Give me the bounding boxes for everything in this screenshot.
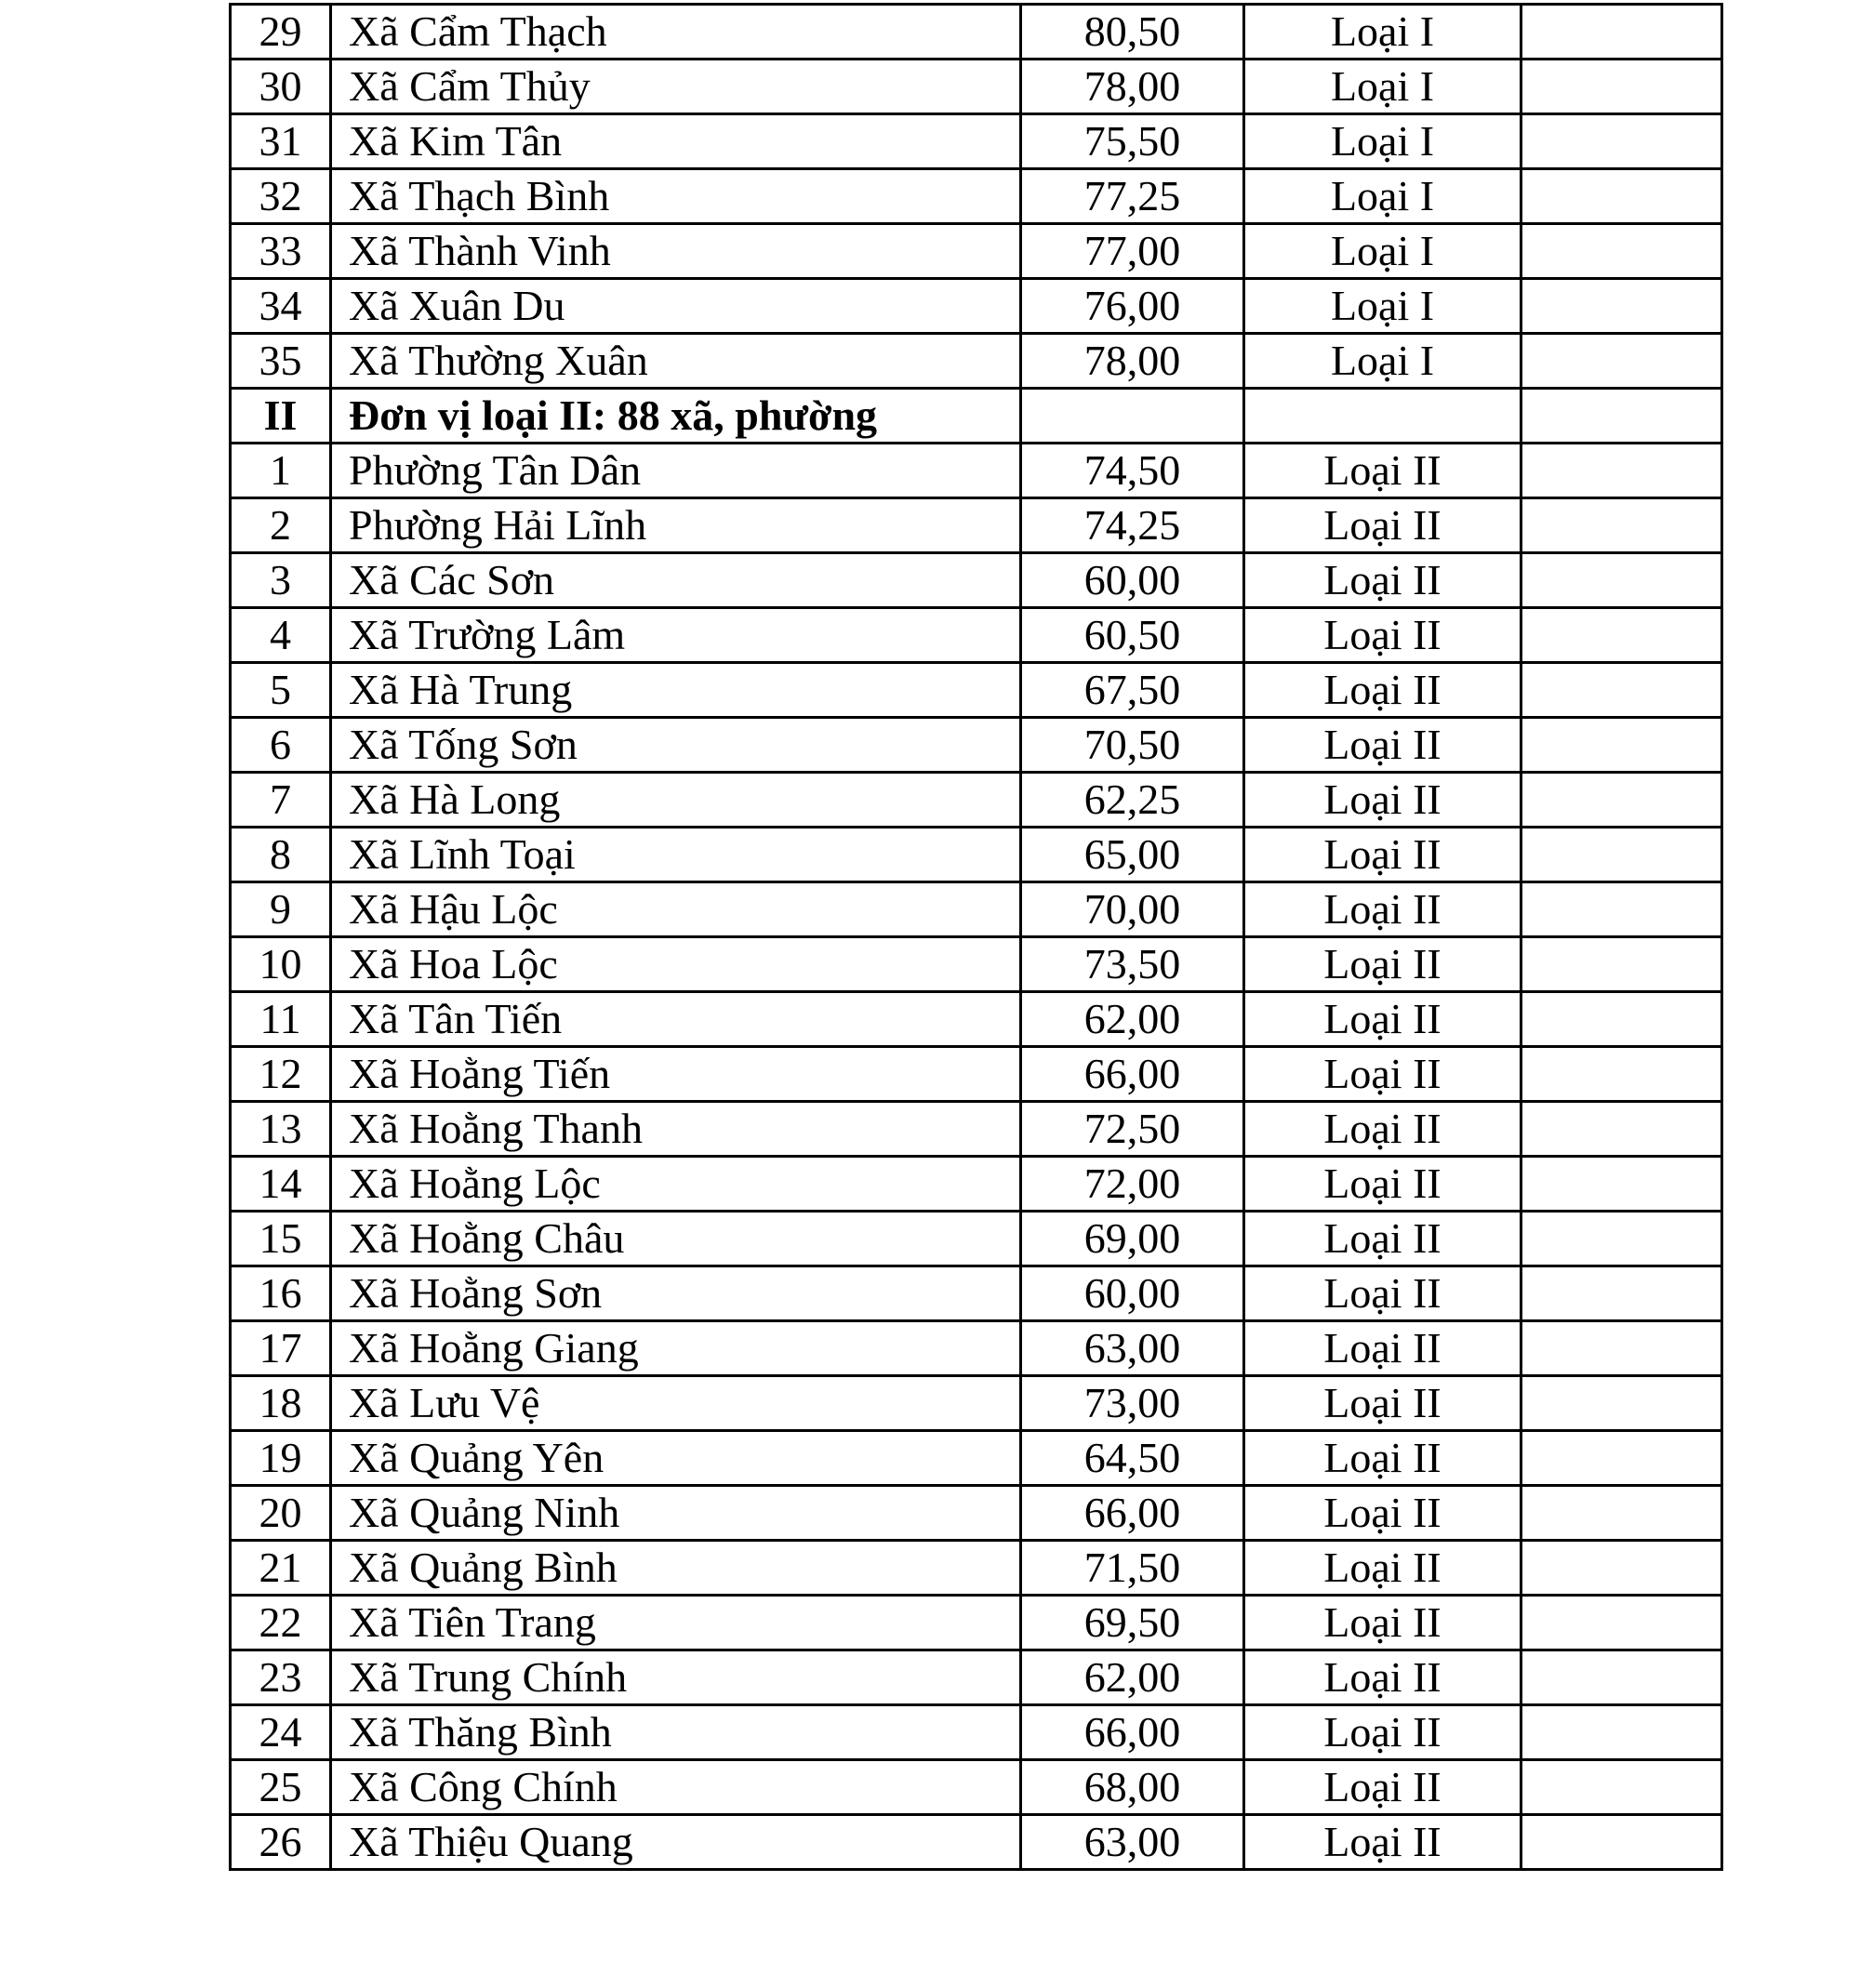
- score-value: 78,00: [1021, 60, 1244, 114]
- classification: Loại II: [1244, 1212, 1521, 1266]
- row-number: 23: [231, 1650, 331, 1705]
- classification: Loại II: [1244, 553, 1521, 608]
- note-cell: [1521, 498, 1722, 553]
- table-row: [231, 60, 1722, 114]
- classification: Loại II: [1244, 1705, 1521, 1760]
- classification: Loại II: [1244, 498, 1521, 553]
- note-cell: [1521, 1760, 1722, 1815]
- note-cell: [1521, 1650, 1722, 1705]
- classification: Loại I: [1244, 114, 1521, 169]
- score-value: 73,00: [1021, 1376, 1244, 1431]
- score-empty-cell: [1021, 389, 1244, 444]
- row-number: 1: [231, 444, 331, 498]
- unit-name: Xã Tống Sơn: [331, 718, 1021, 773]
- unit-name: Xã Thường Xuân: [331, 334, 1021, 389]
- classification: Loại II: [1244, 444, 1521, 498]
- table-body: [231, 5, 1722, 1870]
- table-row: [231, 553, 1722, 608]
- classification: Loại II: [1244, 1266, 1521, 1321]
- row-number: 34: [231, 279, 331, 334]
- classification: Loại II: [1244, 1047, 1521, 1102]
- score-value: 74,50: [1021, 444, 1244, 498]
- unit-name: Xã Các Sơn: [331, 553, 1021, 608]
- note-cell: [1521, 773, 1722, 828]
- table-row: [231, 1705, 1722, 1760]
- score-value: 80,50: [1021, 5, 1244, 60]
- note-cell: [1521, 992, 1722, 1047]
- unit-name: Xã Quảng Ninh: [331, 1486, 1021, 1541]
- classification: Loại II: [1244, 718, 1521, 773]
- unit-name: Xã Cẩm Thạch: [331, 5, 1021, 60]
- unit-name: Xã Quảng Bình: [331, 1541, 1021, 1596]
- table-row: [231, 1321, 1722, 1376]
- note-cell: [1521, 169, 1722, 224]
- score-value: 77,00: [1021, 224, 1244, 279]
- row-number: 6: [231, 718, 331, 773]
- table-row: [231, 663, 1722, 718]
- unit-name: Xã Hoằng Châu: [331, 1212, 1021, 1266]
- unit-name: Xã Trường Lâm: [331, 608, 1021, 663]
- classification: Loại II: [1244, 1321, 1521, 1376]
- unit-name: Xã Quảng Yên: [331, 1431, 1021, 1486]
- score-value: 67,50: [1021, 663, 1244, 718]
- classification: Loại II: [1244, 1541, 1521, 1596]
- row-number: 17: [231, 1321, 331, 1376]
- unit-name: Xã Tiên Trang: [331, 1596, 1021, 1650]
- row-number: 9: [231, 882, 331, 937]
- table-row: [231, 1596, 1722, 1650]
- score-value: 75,50: [1021, 114, 1244, 169]
- note-cell: [1521, 334, 1722, 389]
- score-value: 73,50: [1021, 937, 1244, 992]
- table-row: [231, 1541, 1722, 1596]
- row-number: 4: [231, 608, 331, 663]
- table-row: [231, 718, 1722, 773]
- row-number: 29: [231, 5, 331, 60]
- unit-name: Xã Thăng Bình: [331, 1705, 1021, 1760]
- note-cell: [1521, 1376, 1722, 1431]
- score-value: 72,00: [1021, 1157, 1244, 1212]
- row-number: 18: [231, 1376, 331, 1431]
- note-cell: [1521, 1431, 1722, 1486]
- table-row: [231, 1376, 1722, 1431]
- note-cell: [1521, 1541, 1722, 1596]
- note-cell: [1521, 444, 1722, 498]
- unit-name: Xã Thành Vinh: [331, 224, 1021, 279]
- score-value: 76,00: [1021, 279, 1244, 334]
- classification: Loại II: [1244, 1760, 1521, 1815]
- classification: Loại II: [1244, 663, 1521, 718]
- note-cell: [1521, 224, 1722, 279]
- table-row: [231, 1266, 1722, 1321]
- ranking-table: [229, 3, 1723, 1871]
- classification: Loại II: [1244, 1376, 1521, 1431]
- row-number: 22: [231, 1596, 331, 1650]
- row-number: 7: [231, 773, 331, 828]
- score-value: 71,50: [1021, 1541, 1244, 1596]
- row-number: 21: [231, 1541, 331, 1596]
- score-value: 60,00: [1021, 1266, 1244, 1321]
- row-number: 12: [231, 1047, 331, 1102]
- row-number: 32: [231, 169, 331, 224]
- note-cell: [1521, 828, 1722, 882]
- note-cell: [1521, 389, 1722, 444]
- unit-name: Xã Hậu Lộc: [331, 882, 1021, 937]
- note-cell: [1521, 1157, 1722, 1212]
- score-value: 62,00: [1021, 992, 1244, 1047]
- row-number: 10: [231, 937, 331, 992]
- table-row: [231, 608, 1722, 663]
- note-cell: [1521, 1596, 1722, 1650]
- score-value: 68,00: [1021, 1760, 1244, 1815]
- classification: Loại II: [1244, 1102, 1521, 1157]
- note-cell: [1521, 1815, 1722, 1870]
- unit-name: Xã Hoằng Tiến: [331, 1047, 1021, 1102]
- score-value: 66,00: [1021, 1705, 1244, 1760]
- row-number: 15: [231, 1212, 331, 1266]
- score-value: 64,50: [1021, 1431, 1244, 1486]
- table-row: [231, 169, 1722, 224]
- row-number: 26: [231, 1815, 331, 1870]
- unit-name: Xã Hà Long: [331, 773, 1021, 828]
- section-number: II: [231, 389, 331, 444]
- note-cell: [1521, 1321, 1722, 1376]
- table-row: [231, 5, 1722, 60]
- table-row: [231, 1760, 1722, 1815]
- table-row: [231, 1157, 1722, 1212]
- section-header-row: [231, 389, 1722, 444]
- unit-name: Xã Lĩnh Toại: [331, 828, 1021, 882]
- note-cell: [1521, 1212, 1722, 1266]
- classification: Loại II: [1244, 937, 1521, 992]
- unit-name: Xã Hà Trung: [331, 663, 1021, 718]
- table-row: [231, 1486, 1722, 1541]
- note-cell: [1521, 1102, 1722, 1157]
- classification: Loại II: [1244, 1650, 1521, 1705]
- table-row: [231, 992, 1722, 1047]
- classification-empty-cell: [1244, 389, 1521, 444]
- table-row: [231, 1047, 1722, 1102]
- score-value: 63,00: [1021, 1815, 1244, 1870]
- row-number: 25: [231, 1760, 331, 1815]
- table-row: [231, 1431, 1722, 1486]
- table-row: [231, 498, 1722, 553]
- score-value: 62,25: [1021, 773, 1244, 828]
- note-cell: [1521, 1705, 1722, 1760]
- classification: Loại II: [1244, 1815, 1521, 1870]
- table-row: [231, 224, 1722, 279]
- unit-name: Xã Xuân Du: [331, 279, 1021, 334]
- table-row: [231, 1815, 1722, 1870]
- unit-name: Xã Thạch Bình: [331, 169, 1021, 224]
- unit-name: Xã Lưu Vệ: [331, 1376, 1021, 1431]
- note-cell: [1521, 663, 1722, 718]
- table-row: [231, 334, 1722, 389]
- row-number: 14: [231, 1157, 331, 1212]
- unit-name: Xã Hoa Lộc: [331, 937, 1021, 992]
- classification: Loại I: [1244, 5, 1521, 60]
- note-cell: [1521, 882, 1722, 937]
- classification: Loại II: [1244, 1431, 1521, 1486]
- note-cell: [1521, 1266, 1722, 1321]
- row-number: 35: [231, 334, 331, 389]
- score-value: 77,25: [1021, 169, 1244, 224]
- score-value: 78,00: [1021, 334, 1244, 389]
- unit-name: Xã Hoằng Sơn: [331, 1266, 1021, 1321]
- unit-name: Xã Công Chính: [331, 1760, 1021, 1815]
- classification: Loại II: [1244, 882, 1521, 937]
- row-number: 31: [231, 114, 331, 169]
- score-value: 69,00: [1021, 1212, 1244, 1266]
- note-cell: [1521, 718, 1722, 773]
- classification: Loại II: [1244, 828, 1521, 882]
- table-row: [231, 114, 1722, 169]
- score-value: 74,25: [1021, 498, 1244, 553]
- table-row: [231, 937, 1722, 992]
- note-cell: [1521, 60, 1722, 114]
- row-number: 13: [231, 1102, 331, 1157]
- score-value: 69,50: [1021, 1596, 1244, 1650]
- unit-name: Xã Hoằng Thanh: [331, 1102, 1021, 1157]
- classification: Loại I: [1244, 334, 1521, 389]
- row-number: 30: [231, 60, 331, 114]
- table-row: [231, 279, 1722, 334]
- unit-name: Xã Trung Chính: [331, 1650, 1021, 1705]
- table-row: [231, 1212, 1722, 1266]
- classification: Loại I: [1244, 279, 1521, 334]
- table-row: [231, 1650, 1722, 1705]
- score-value: 60,50: [1021, 608, 1244, 663]
- table-row: [231, 828, 1722, 882]
- row-number: 2: [231, 498, 331, 553]
- classification: Loại I: [1244, 169, 1521, 224]
- score-value: 65,00: [1021, 828, 1244, 882]
- note-cell: [1521, 114, 1722, 169]
- section-title: Đơn vị loại II: 88 xã, phường: [331, 389, 1021, 444]
- table-row: [231, 773, 1722, 828]
- row-number: 33: [231, 224, 331, 279]
- classification: Loại I: [1244, 224, 1521, 279]
- note-cell: [1521, 553, 1722, 608]
- classification: Loại I: [1244, 60, 1521, 114]
- note-cell: [1521, 279, 1722, 334]
- row-number: 11: [231, 992, 331, 1047]
- note-cell: [1521, 1047, 1722, 1102]
- classification: Loại II: [1244, 1596, 1521, 1650]
- classification: Loại II: [1244, 992, 1521, 1047]
- unit-name: Phường Tân Dân: [331, 444, 1021, 498]
- score-value: 63,00: [1021, 1321, 1244, 1376]
- note-cell: [1521, 1486, 1722, 1541]
- row-number: 5: [231, 663, 331, 718]
- classification: Loại II: [1244, 608, 1521, 663]
- score-value: 66,00: [1021, 1486, 1244, 1541]
- note-cell: [1521, 608, 1722, 663]
- classification: Loại II: [1244, 1486, 1521, 1541]
- score-value: 66,00: [1021, 1047, 1244, 1102]
- classification: Loại II: [1244, 1157, 1521, 1212]
- unit-name: Phường Hải Lĩnh: [331, 498, 1021, 553]
- row-number: 16: [231, 1266, 331, 1321]
- row-number: 20: [231, 1486, 331, 1541]
- row-number: 3: [231, 553, 331, 608]
- unit-name: Xã Hoằng Giang: [331, 1321, 1021, 1376]
- row-number: 8: [231, 828, 331, 882]
- classification: Loại II: [1244, 773, 1521, 828]
- score-value: 62,00: [1021, 1650, 1244, 1705]
- unit-name: Xã Cẩm Thủy: [331, 60, 1021, 114]
- table-row: [231, 1102, 1722, 1157]
- score-value: 70,00: [1021, 882, 1244, 937]
- row-number: 24: [231, 1705, 331, 1760]
- note-cell: [1521, 5, 1722, 60]
- table-row: [231, 444, 1722, 498]
- score-value: 60,00: [1021, 553, 1244, 608]
- unit-name: Xã Kim Tân: [331, 114, 1021, 169]
- unit-name: Xã Hoằng Lộc: [331, 1157, 1021, 1212]
- note-cell: [1521, 937, 1722, 992]
- unit-name: Xã Thiệu Quang: [331, 1815, 1021, 1870]
- table-row: [231, 882, 1722, 937]
- row-number: 19: [231, 1431, 331, 1486]
- score-value: 72,50: [1021, 1102, 1244, 1157]
- score-value: 70,50: [1021, 718, 1244, 773]
- unit-name: Xã Tân Tiến: [331, 992, 1021, 1047]
